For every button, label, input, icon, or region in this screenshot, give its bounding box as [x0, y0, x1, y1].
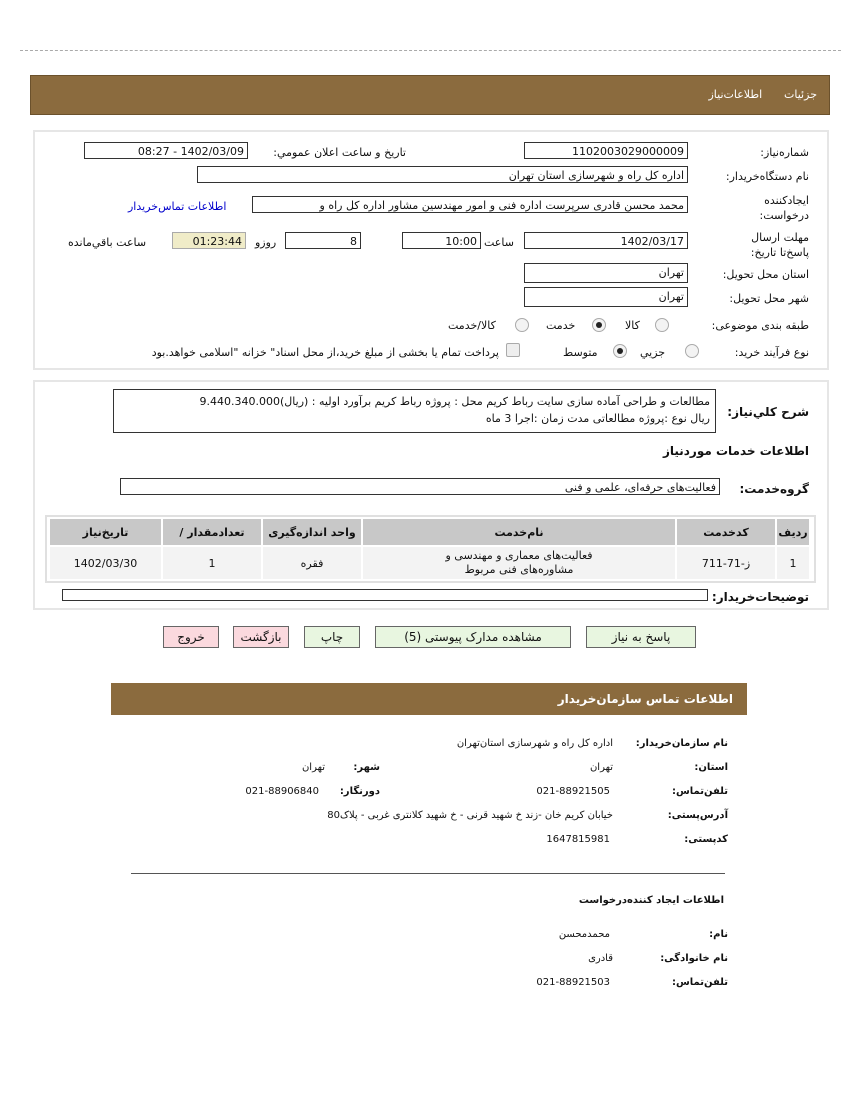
fax-value: 021-88906840: [245, 786, 319, 797]
announce-label: تاریخ و ساعت اعلان عمومي:: [273, 146, 406, 159]
phone-value: 021-88921505: [536, 786, 610, 797]
category-both-label: کالا/خدمت: [448, 319, 496, 332]
process-minor-radio[interactable]: [685, 344, 699, 358]
description-line-2: ریال نوع :پروژه مطالعاتی مدت زمان :اجرا 3 ماه: [485, 412, 710, 425]
phone-label: تلفن‌تماس:: [671, 786, 728, 797]
creator-phone-label: تلفن‌تماس:: [671, 977, 728, 988]
deadline-date-field: 1402/03/17: [524, 232, 688, 249]
buyer-label: نام دستگاه‌خریدار:: [725, 170, 809, 183]
category-label: طبقه بندی موضوعی:: [711, 319, 809, 332]
address-label: آدرس‌پستی:: [667, 810, 728, 821]
days-label: روزو: [255, 236, 277, 249]
col-row: ردیف: [777, 519, 809, 545]
service-group-label: گروه‌خدمت:: [739, 482, 809, 496]
address-value: خیابان کریم خان -زند خ شهید قرنی - خ شهید کلانتری غربی - پلاک80: [327, 810, 613, 821]
creator-phone-value: 021-88921503: [536, 977, 610, 988]
buyer-notes-field: [62, 589, 708, 601]
category-goods-label: کالا: [625, 319, 640, 332]
creator-info-title: اطلاعات ایجاد کننده‌درخواست: [578, 895, 724, 906]
province-label: استان محل تحویل:: [722, 268, 809, 281]
process-minor-label: جزيي: [640, 346, 666, 359]
col-code: کدخدمت: [677, 519, 775, 545]
announce-field: 1402/03/09 - 08:27: [84, 142, 248, 159]
tab-need-info[interactable]: اطلاعات‌نیاز: [708, 88, 763, 101]
view-documents-button[interactable]: مشاهده مدارک پیوستی (5): [375, 626, 571, 648]
deadline-label: مهلت ارسال پاسخ‌تا تاریخ:: [750, 231, 809, 259]
deadline-time-field: 10:00: [402, 232, 481, 249]
contact-province-value: تهران: [589, 762, 613, 773]
services-table: [48, 517, 811, 581]
category-goods-radio[interactable]: [655, 318, 669, 332]
remaining-label: ساعت باقي‌مانده: [68, 236, 147, 249]
print-button[interactable]: چاپ: [304, 626, 360, 648]
process-label: نوع فرآیند خرید:: [734, 346, 809, 359]
reply-button[interactable]: پاسخ به نیاز: [586, 626, 696, 648]
name-value: محمدمحسن: [558, 929, 610, 940]
cell-unit: فقره: [263, 547, 361, 579]
process-medium-label: متوسط: [563, 346, 598, 359]
cell-qty: 1: [163, 547, 261, 579]
treasury-checkbox[interactable]: [506, 343, 520, 357]
org-label: نام سازمان‌خریدار:: [635, 738, 728, 749]
city-label: شهر محل تحویل:: [729, 292, 809, 305]
fax-label: دورنگار:: [339, 786, 380, 797]
buyer-contact-link[interactable]: اطلاعات تماس‌خریدار: [128, 200, 227, 213]
family-label: نام خانوادگی:: [660, 953, 728, 964]
org-value: اداره کل راه و شهرسازی استان‌تهران: [456, 738, 613, 749]
page-header: [30, 75, 830, 115]
tab-details[interactable]: جزئیات: [784, 88, 817, 101]
table-header-row: [50, 519, 809, 545]
city-field: تهران: [524, 287, 688, 307]
payment-note: پرداخت تمام یا بخشی از مبلغ خرید،از محل اسناد" خزانه "اسلامی خواهد.بود: [151, 346, 499, 359]
buyer-field: اداره کل راه و شهرسازی استان تهران: [197, 166, 688, 183]
need-number-label: شماره‌نیاز:: [760, 146, 809, 159]
need-number-field: 1102003029000009: [524, 142, 688, 159]
exit-button[interactable]: خروج: [163, 626, 219, 648]
col-date: تاریخ‌نیاز: [50, 519, 161, 545]
category-service-radio[interactable]: [592, 318, 606, 332]
description-line-1: مطالعات و طراحی آماده سازی سایت رباط کریم محل : پروژه رباط کریم برآورد اولیه : (ریال)9.440.340.000: [199, 395, 710, 408]
col-qty: تعدادمقدار /: [163, 519, 261, 545]
contact-title: اطلاعات تماس سازمان‌خریدار: [557, 692, 733, 706]
services-title: اطلاعات خدمات موردنیاز: [662, 444, 809, 458]
top-divider: [20, 50, 841, 51]
description-label: شرح کلي‌نیاز:: [727, 405, 809, 419]
category-both-radio[interactable]: [515, 318, 529, 332]
contact-divider: [131, 873, 725, 874]
back-button[interactable]: بازگشت: [233, 626, 289, 648]
cell-code: ز-71-711: [677, 547, 775, 579]
name-label: نام:: [709, 929, 728, 940]
cell-name: فعالیت‌های معماری و مهندسی و مشاوره‌های فنی مربوط: [363, 547, 675, 579]
process-medium-radio[interactable]: [613, 344, 627, 358]
postal-value: 1647815981: [546, 834, 610, 845]
cell-date: 1402/03/30: [50, 547, 161, 579]
contact-province-label: استان:: [694, 762, 728, 773]
creator-label: ایجادکننده درخواست:: [759, 194, 809, 222]
service-group-field: فعالیت‌های حرفه‌ای، علمی و فنی: [120, 478, 720, 495]
contact-city-label: شهر:: [353, 762, 380, 773]
col-unit: واحد اندازه‌گیری: [263, 519, 361, 545]
category-service-label: خدمت: [546, 319, 576, 332]
postal-label: کدپستی:: [684, 834, 728, 845]
buyer-notes-label: توضیحات‌خریدار:: [711, 590, 809, 604]
contact-header: [111, 683, 747, 715]
days-field: 8: [285, 232, 361, 249]
contact-city-value: تهران: [301, 762, 325, 773]
creator-field: محمد محسن قادری سرپرست اداره فنی و امور مهندسین مشاور اداره کل راه و: [252, 196, 688, 213]
family-value: قادری: [588, 953, 613, 964]
remaining-timer: 01:23:44: [172, 232, 246, 249]
col-name: نام‌خدمت: [363, 519, 675, 545]
table-row: [50, 547, 809, 579]
province-field: تهران: [524, 263, 688, 283]
cell-row: 1: [777, 547, 809, 579]
description-box: [113, 389, 716, 433]
time-label: ساعت: [484, 236, 514, 249]
